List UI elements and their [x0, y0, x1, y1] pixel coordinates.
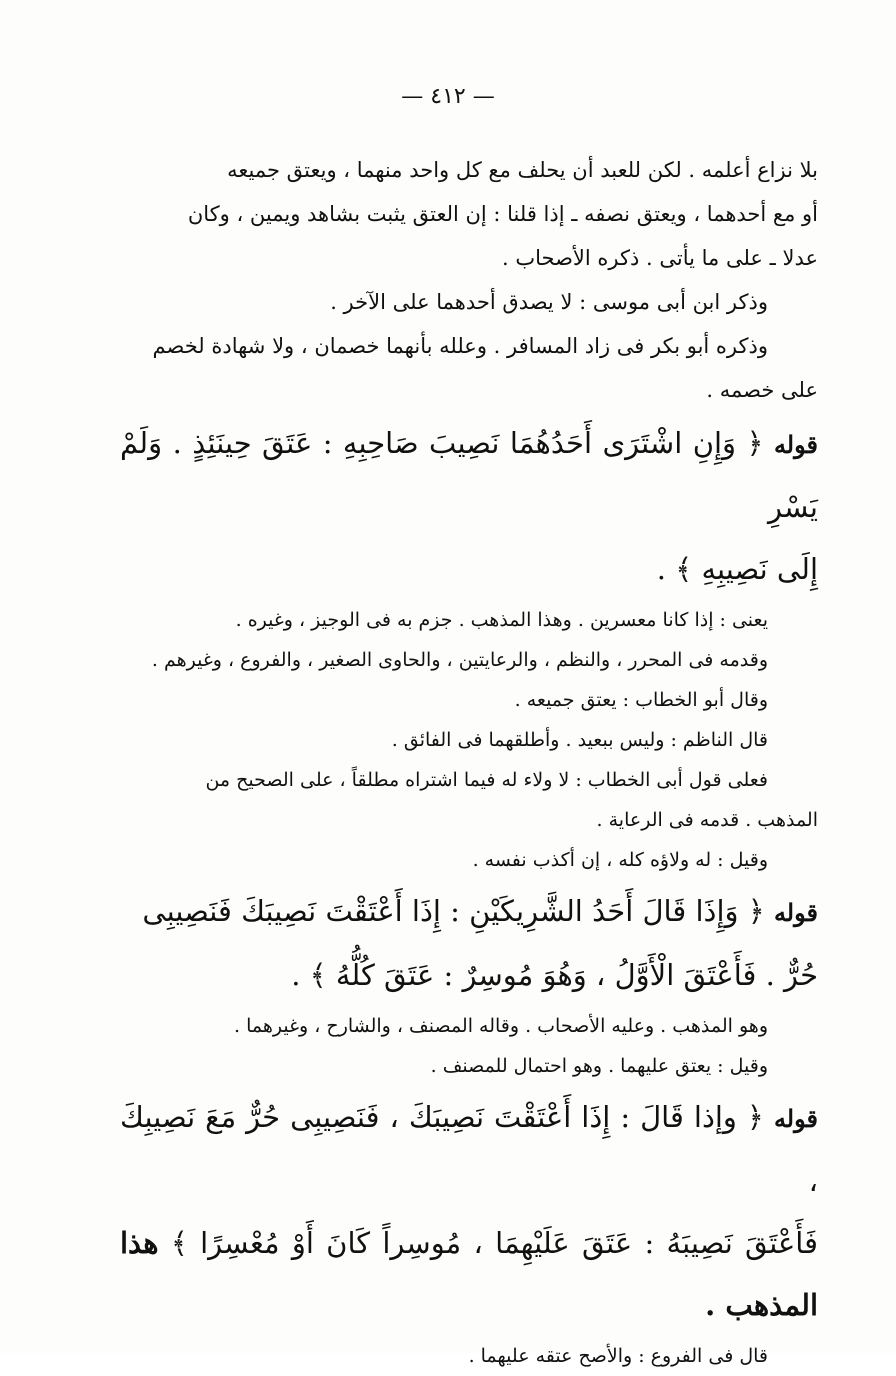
- commentary-6: وقيل : له ولاؤه كله ، إن أكذب نفسه .: [472, 849, 768, 871]
- commentary-5: فعلى قول أبى الخطاب : لا ولاء له فيما اشتراه مطلقاً ، على الصحيح من: [205, 769, 768, 791]
- text-line: بلا نزاع أعلمه . لكن للعبد أن يحلف مع كل واحد منهما ، ويعتق جميعه: [227, 158, 818, 182]
- quote-text: ﴿ وَإِذَا قَالَ أَحَدُ الشَّرِيكَيْنِ : إِذَا أَعْتَقْتَ نَصِيبَكَ فَنَصِيبِى: [142, 894, 765, 928]
- commentary-5-cont: المذهب . قدمه فى الرعاية .: [596, 809, 818, 831]
- commentary-3: وقال أبو الخطاب : يعتق جميعه .: [514, 689, 768, 711]
- quote-text: إِلَى نَصِيبِهِ ﴾ .: [656, 552, 818, 586]
- commentary-7: وهو المذهب . وعليه الأصحاب . وقاله المصنف ، والشارح ، وغيرهما .: [234, 1015, 768, 1037]
- commentary-4: قال الناظم : وليس ببعيد . وأطلقهما فى الفائق .: [391, 729, 768, 751]
- page-number: — ٤١٢ —: [401, 84, 495, 109]
- paragraph-3-cont: على خصمه .: [706, 378, 818, 402]
- quote-text: فَأَعْتَقَ نَصِيبَهُ : عَتَقَ عَلَيْهِمَا ، مُوسِراً كَانَ أَوْ مُعْسِرًا ﴾: [170, 1226, 819, 1260]
- paragraph-3: [120, 324, 818, 368]
- quote-3: [120, 1086, 818, 1336]
- quote-keyword: قوله: [773, 430, 818, 459]
- commentary-9: قال فى الفروع : والأصح عتقه عليهما .: [468, 1345, 768, 1367]
- quote-1: [120, 412, 818, 600]
- text-line: عدلا ـ على ما يأتى . ذكره الأصحاب .: [502, 246, 818, 270]
- quote-keyword: قوله: [773, 898, 818, 927]
- text-line: وذكره أبو بكر فى زاد المسافر . وعلله بأنهما خصمان ، ولا شهادة لخصم: [152, 334, 768, 358]
- quote-text: حُرٌّ . فَأَعْتَقَ الْأَوَّلُ ، وَهُوَ مُوسِرٌ : عَتَقَ كُلُّهُ ﴾ .: [291, 958, 818, 992]
- quote-keyword: قوله: [773, 1104, 818, 1133]
- quote-text: ﴿ وَإِنِ اشْتَرَى أَحَدُهُمَا نَصِيبَ صَاحِبِهِ : عَتَقَ حِينَئِذٍ . وَلَمْ يَسْرِ: [120, 426, 818, 524]
- paragraph-2: وذكر ابن أبى موسى : لا يصدق أحدهما على الآخر .: [330, 290, 768, 314]
- paragraph-1: [120, 148, 818, 280]
- quote-tail: هذا المذهب .: [120, 1226, 818, 1322]
- page-body: [120, 148, 818, 1376]
- commentary-8: وقيل : يعتق عليهما . وهو احتمال للمصنف .: [430, 1055, 768, 1077]
- commentary-1: يعنى : إذا كانا معسرين . وهذا المذهب . جزم به فى الوجيز ، وغيره .: [235, 609, 768, 631]
- text-line: أو مع أحدهما ، ويعتق نصفه ـ إذا قلنا : إن العتق يثبت بشاهد ويمين ، وكان: [187, 202, 818, 226]
- quote-text: ﴿ وإذا قَالَ : إِذَا أَعْتَقْتَ نَصِيبَكَ ، فَنَصِيبِى حُرٌّ مَعَ نَصِيبِكَ ،: [120, 1100, 818, 1198]
- quote-2: [120, 880, 818, 1006]
- commentary-2: وقدمه فى المحرر ، والنظم ، والرعايتين ، والحاوى الصغير ، والفروع ، وغيرهم .: [151, 649, 768, 671]
